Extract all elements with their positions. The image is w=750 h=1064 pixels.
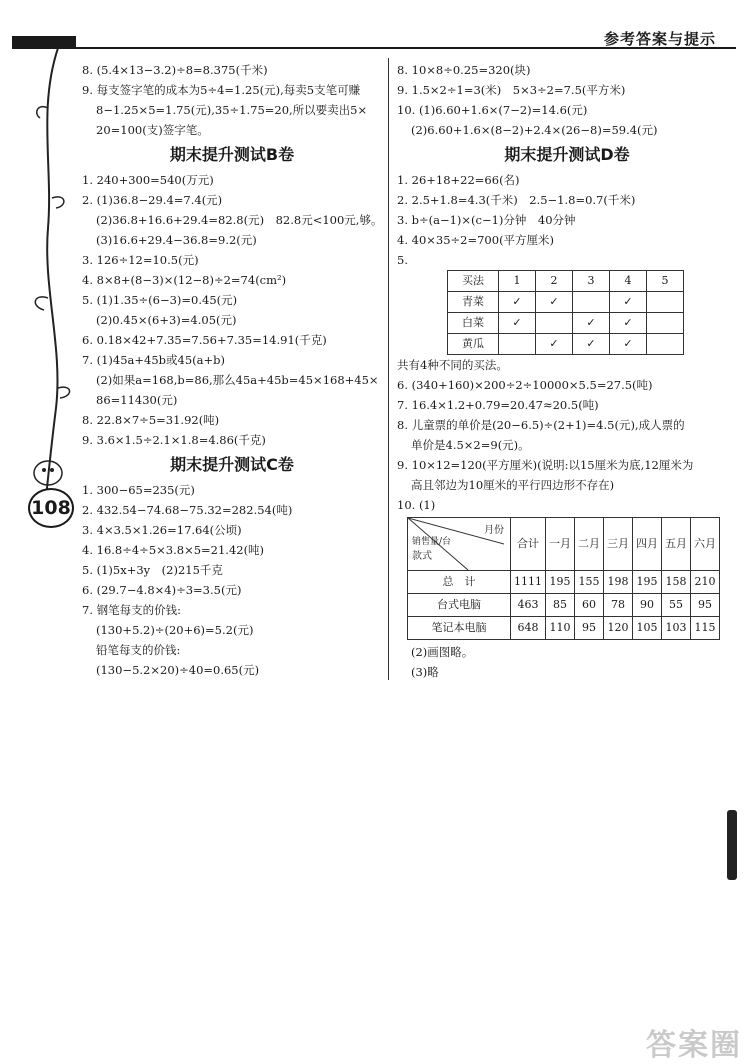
- page-number: 108: [28, 488, 74, 528]
- table-header-cell: 买法: [448, 271, 499, 292]
- left-column: [82, 60, 382, 680]
- check-cell: ✓: [499, 313, 536, 334]
- check-cell: ✓: [610, 292, 647, 313]
- table-row-header: 青菜: [448, 292, 499, 313]
- check-cell: [499, 334, 536, 355]
- diag-label-model: 款式: [412, 551, 432, 562]
- table-cell: 85: [546, 594, 575, 617]
- table-header-cell: 1: [499, 271, 536, 292]
- column-divider: [388, 58, 389, 680]
- answer-line: 铅笔每支的价钱:: [96, 643, 181, 657]
- answer-line: 共有4种不同的买法。: [397, 358, 508, 372]
- table-cell: 158: [662, 571, 691, 594]
- answer-line: 7. (1)45a+45b或45(a+b): [82, 353, 225, 367]
- answer-line: 7. 钢笔每支的价钱:: [82, 603, 182, 617]
- check-cell: [647, 292, 684, 313]
- answer-line: 9. 3.6×1.5÷2.1×1.8=4.86(千克): [82, 433, 266, 447]
- answer-line: 2. 2.5+1.8=4.3(千米) 2.5−1.8=0.7(千米): [397, 193, 636, 207]
- answer-line: 9. 每支签字笔的成本为5÷4=1.25(元),每卖5支笔可赚: [82, 83, 361, 97]
- table-row-header: 笔记本电脑: [408, 617, 511, 640]
- check-cell: ✓: [536, 292, 573, 313]
- table-row-header: 台式电脑: [408, 594, 511, 617]
- answer-line: 5.: [397, 253, 408, 267]
- table-header-cell: 五月: [662, 518, 691, 571]
- table-cell: 463: [511, 594, 546, 617]
- answer-line: 5. (1)5x+3y (2)215千克: [82, 563, 223, 577]
- answer-line: 高且邻边为10厘米的平行四边形不存在): [411, 478, 615, 492]
- table-cell: 110: [546, 617, 575, 640]
- answer-line: 7. 16.4×1.2+0.79=20.47≈20.5(吨): [397, 398, 599, 412]
- table-row-header: 白菜: [448, 313, 499, 334]
- answer-line: (2)0.45×(6+3)=4.05(元): [96, 313, 237, 327]
- table-header-cell: 四月: [633, 518, 662, 571]
- answer-line: (2)6.60+1.6×(8−2)+2.4×(26−8)=59.4(元): [411, 123, 658, 137]
- table-cell: 120: [604, 617, 633, 640]
- answer-line: (2)如果a=168,b=86,那么45a+45b=45×168+45×: [96, 373, 379, 387]
- answer-line: 8. 儿童票的单价是(20−6.5)÷(2+1)=4.5(元),成人票的: [397, 418, 685, 432]
- answer-line: 1. 300−65=235(元): [82, 483, 195, 497]
- answer-line: (130−5.2×20)÷40=0.65(元): [96, 663, 260, 677]
- section-heading-c: 期末提升测试C卷: [170, 455, 294, 474]
- answer-line: 1. 26+18+22=66(名): [397, 173, 520, 187]
- answer-line: 10. (1): [397, 498, 436, 512]
- table-cell: 198: [604, 571, 633, 594]
- table-header-cell: 3: [573, 271, 610, 292]
- table-row-header: 黄瓜: [448, 334, 499, 355]
- table-cell: 210: [691, 571, 720, 594]
- answer-line: 6. (340+160)×200÷2÷10000×5.5=27.5(吨): [397, 378, 653, 392]
- answer-line: (3)略: [411, 665, 439, 679]
- diag-label-month: 月份: [484, 525, 504, 536]
- answer-line: 3. 4×3.5×1.26=17.64(公顷): [82, 523, 242, 537]
- diagonal-header-cell: [408, 518, 511, 571]
- answer-line: 10. (1)6.60+1.6×(7−2)=14.6(元): [397, 103, 588, 117]
- check-cell: ✓: [610, 334, 647, 355]
- answer-line: 86=11430(元): [96, 393, 178, 407]
- answer-line: 2. 432.54−74.68−75.32=282.54(吨): [82, 503, 293, 517]
- table-cell: 1111: [511, 571, 546, 594]
- check-cell: [647, 313, 684, 334]
- answer-line: 4. 40×35÷2=700(平方厘米): [397, 233, 555, 247]
- check-cell: ✓: [610, 313, 647, 334]
- section-heading-b: 期末提升测试B卷: [169, 145, 295, 164]
- table-header-cell: 一月: [546, 518, 575, 571]
- table-header-cell: 2: [536, 271, 573, 292]
- answer-line: 9. 10×12=120(平方厘米)(说明:以15厘米为底,12厘米为: [397, 458, 694, 472]
- table-header-cell: 三月: [604, 518, 633, 571]
- answer-line: 3. 126÷12=10.5(元): [82, 253, 199, 267]
- answer-line: 8−1.25×5=1.75(元),35÷1.75=20,所以要卖出5×: [96, 103, 368, 117]
- check-cell: [536, 313, 573, 334]
- table-cell: 60: [575, 594, 604, 617]
- answer-line: 4. 16.8÷4÷5×3.8×5=21.42(吨): [82, 543, 265, 557]
- answer-line: 1. 240+300=540(万元): [82, 173, 214, 187]
- answer-line: 4. 8×8+(8−3)×(12−8)÷2=74(cm²): [82, 273, 287, 287]
- check-cell: ✓: [499, 292, 536, 313]
- computer-sales-table: [407, 517, 720, 640]
- table-cell: 95: [575, 617, 604, 640]
- table-header-cell: 4: [610, 271, 647, 292]
- answer-line: 8. (5.4×13−3.2)÷8=8.375(千米): [82, 63, 268, 77]
- section-heading-d: 期末提升测试D卷: [504, 145, 630, 164]
- table-cell: 95: [691, 594, 720, 617]
- table-cell: 115: [691, 617, 720, 640]
- answer-line: 单价是4.5×2=9(元)。: [411, 438, 530, 452]
- answer-line: (3)16.6+29.4−36.8=9.2(元): [96, 233, 257, 247]
- table-cell: 195: [546, 571, 575, 594]
- answer-line: (2)36.8+16.6+29.4=82.8(元) 82.8元<100元,够。: [96, 213, 383, 227]
- answer-line: 8. 22.8×7÷5=31.92(吨): [82, 413, 220, 427]
- watermark-logo: 答案圈: [646, 1028, 742, 1063]
- answer-line: 20=100(支)签字笔。: [96, 123, 209, 137]
- table-cell: 55: [662, 594, 691, 617]
- check-cell: ✓: [573, 334, 610, 355]
- answer-line: 5. (1)1.35÷(6−3)=0.45(元): [82, 293, 238, 307]
- answer-line: 2. (1)36.8−29.4=7.4(元): [82, 193, 223, 207]
- purchase-method-table: [447, 270, 684, 355]
- scan-mark: [727, 810, 737, 880]
- diag-label-sales: 销售量/台: [412, 537, 452, 547]
- page-title: 参考答案与提示: [603, 30, 716, 48]
- answer-line: (2)画图略。: [411, 645, 474, 659]
- answer-line: 9. 1.5×2÷1=3(米) 5×3÷2=7.5(平方米): [397, 83, 626, 97]
- table-cell: 195: [633, 571, 662, 594]
- table-cell: 155: [575, 571, 604, 594]
- answer-line: 6. 0.18×42+7.35=7.56+7.35=14.91(千克): [82, 333, 327, 347]
- answer-line: (130+5.2)÷(20+6)=5.2(元): [96, 623, 254, 637]
- table-cell: 103: [662, 617, 691, 640]
- check-cell: [647, 334, 684, 355]
- table-cell: 90: [633, 594, 662, 617]
- vine-decoration-icon: [18, 48, 78, 518]
- answer-line: 3. b÷(a−1)×(c−1)分钟 40分钟: [397, 213, 576, 227]
- right-column: [397, 60, 737, 682]
- check-cell: ✓: [536, 334, 573, 355]
- table-row-header: 总 计: [408, 571, 511, 594]
- table-header-cell: 二月: [575, 518, 604, 571]
- table-cell: 648: [511, 617, 546, 640]
- check-cell: ✓: [573, 313, 610, 334]
- table-cell: 105: [633, 617, 662, 640]
- table-header-cell: 六月: [691, 518, 720, 571]
- answer-line: 6. (29.7−4.8×4)÷3=3.5(元): [82, 583, 242, 597]
- table-header-cell: 5: [647, 271, 684, 292]
- check-cell: [573, 292, 610, 313]
- answer-line: 8. 10×8÷0.25=320(块): [397, 63, 531, 77]
- table-cell: 78: [604, 594, 633, 617]
- table-header-cell: 合计: [511, 518, 546, 571]
